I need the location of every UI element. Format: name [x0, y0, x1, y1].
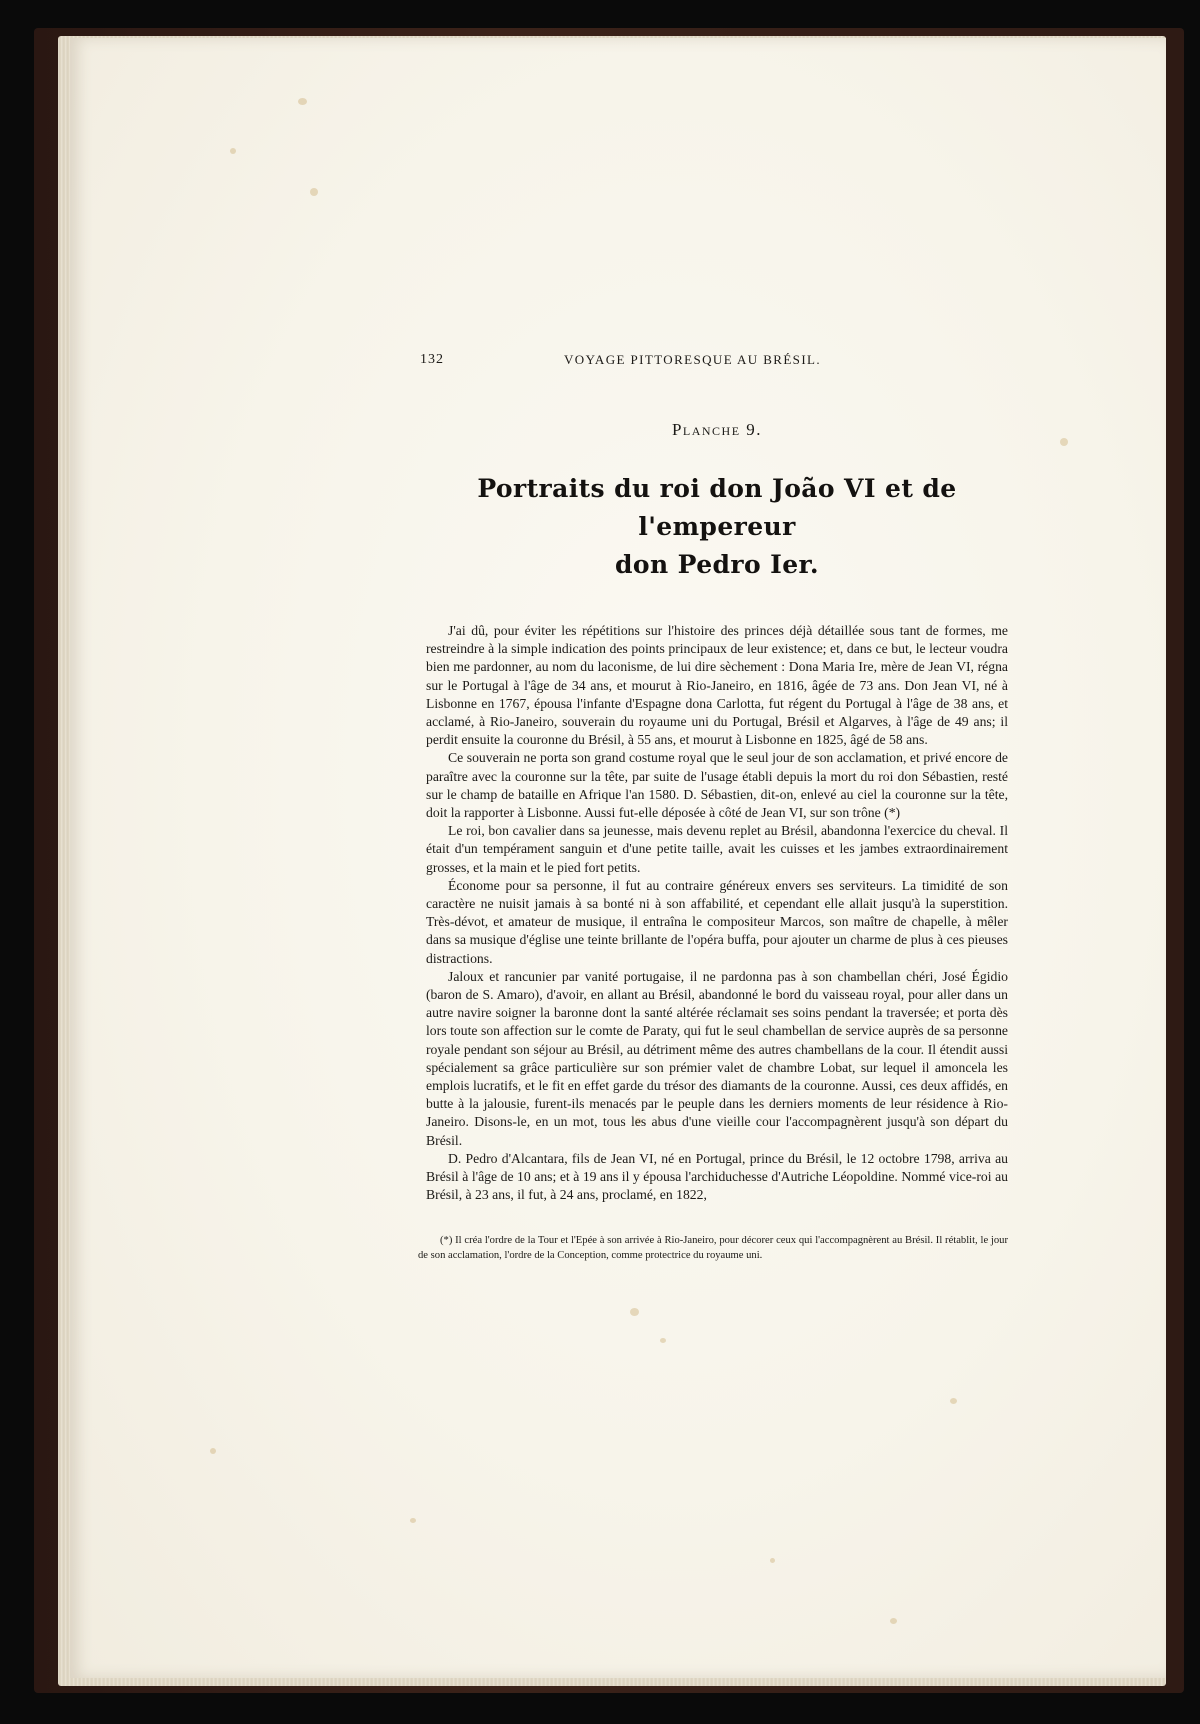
paragraph: Le roi, bon cavalier dans sa jeunesse, mais devenu replet au Brésil, abandonna l'exercice du cheval. Il était d'un tempérament sanguin et d'une petite taille, avait les cuisses et les jambes extraordinairement grosses, et la main et le pied fort petits. — [426, 823, 1008, 875]
text-block — [418, 352, 1008, 1263]
paragraph: Ce souverain ne porta son grand costume royal que le seul jour de son acclamation, et privé encore de paraître avec la couronne sur la tête, par suite de l'usage établi depuis la mort du roi don Sébastien, resté sur le champ de bataille en Afrique l'an 1580. D. Sébastien, dit-on, enlevé au ciel la couronne sur la tête, doit la rapporter à Lisbonne. Aussi fut-elle déposée à côté de Jean VI, sur son trône (*) — [426, 750, 1008, 821]
foxing-spot — [770, 1558, 775, 1563]
running-title: VOYAGE PITTORESQUE AU BRÉSIL. — [564, 352, 822, 367]
paragraph: D. Pedro d'Alcantara, fils de Jean VI, né en Portugal, prince du Brésil, le 12 octobre 1798, arriva au Brésil à l'âge de 10 ans; et à 19 ans il y épousa l'archiduchesse d'Autriche Léopoldine. Nommé vice-roi au Brésil, à 23 ans, il fut, à 24 ans, proclamé, en 1822, — [426, 1150, 1008, 1203]
foxing-spot — [660, 1338, 666, 1343]
plate-label: Planche 9. — [671, 420, 763, 439]
foxing-spot — [410, 1518, 416, 1523]
footnote: (*) Il créa l'ordre de la Tour et l'Epée à son arrivée à Rio-Janeiro, pour décorer ceux qui l'accompagnèrent au Brésil. Il rétablit, le jour de son acclamation, l'ordre de la Conception, comme protectrice du royaume uni. — [418, 1234, 1008, 1261]
foxing-spot — [298, 98, 307, 105]
paragraph: Jaloux et rancunier par vanité portugaise, il ne pardonna pas à son chambellan chéri, José Égidio (baron de S. Amaro), d'avoir, en allant au Brésil, abandonné le bord du vaisseau royal, pour aller dans un autre navire soigner la baronne dont la santé altérée réclamait ses soins pendant la traversée; et porta dès lors toute son affection sur le comte de Paraty, qui fut le seul chambellan de service auprès de sa personne royale pendant son séjour au Brésil, au détriment même des autres chambellans de la cour. Il étendit aussi spécialement sa grâce particulière sur son prémier valet de chambre Lobat, sur lequel il amoncela les emplois lucratifs, et le fit en effet garde du trésor des diamants de la couronne. Aussi, ces deux affidés, en butte à la jalousie, furent-ils menacés par le peuple dans les derniers moments de leur résidence à Rio-Janeiro. Disons-le, en un mot, tous les abus d'une vieille cour l'accompagnèrent jusqu'à son départ du Brésil. — [426, 968, 1008, 1148]
page-number: 132 — [420, 352, 444, 367]
foxing-spot — [950, 1398, 957, 1404]
running-head — [420, 352, 1008, 372]
foxing-spot — [210, 1448, 216, 1454]
paragraph: J'ai dû, pour éviter les répétitions sur l'histoire des princes déjà détaillée sous tant de formes, me restreindre à la simple indication des points principaux de leur existence; et, dans ce but, le lecteur voudra bien me pardonner, au nom du laconisme, de lui dire sèchement : Dona Maria Ire, mère de Jean VI, régna sur le Portugal à l'âge de 34 ans, et mourut à Rio-Janeiro, en 1816, âgée de 73 ans. Don Jean VI, né à Lisbonne en 1767, épousa l'infante d'Espagne dona Carlotta, fut régent du Portugal à l'âge de 38 ans, et acclamé, à Rio-Janeiro, souverain du royaume uni du Portugal, Brésil et Algarves, à l'âge de 49 ans; il perdit ensuite la couronne du Brésil, à 55 ans, et mourut à Lisbonne en 1825, âgé de 58 ans. — [426, 623, 1008, 748]
paragraph: Économe pour sa personne, il fut au contraire généreux envers ses serviteurs. La timidité de son caractère ne nuisit jamais à sa bonté ni à son affabilité, et cependant elle allait jusqu'à la superstition. Très-dévot, et amateur de musique, il entraîna le compositeur Marcos, son maître de chapelle, à mêler dans sa musique d'église une teinte brillante de l'opéra buffa, pour ajouter un charme de plus à ces pieuses distractions. — [426, 877, 1008, 966]
foxing-spot — [1060, 438, 1068, 446]
plate-title — [426, 470, 1008, 584]
plate-title-line-2: don Pedro Ier. — [615, 550, 819, 579]
foxing-spot — [310, 188, 318, 196]
plate-title-line-1: Portraits du roi don João VI et de l'empereur — [477, 474, 957, 541]
foxing-spot — [890, 1618, 897, 1624]
body-text — [426, 622, 1008, 1205]
foxing-spot — [230, 148, 236, 154]
foxing-spot — [630, 1308, 639, 1316]
